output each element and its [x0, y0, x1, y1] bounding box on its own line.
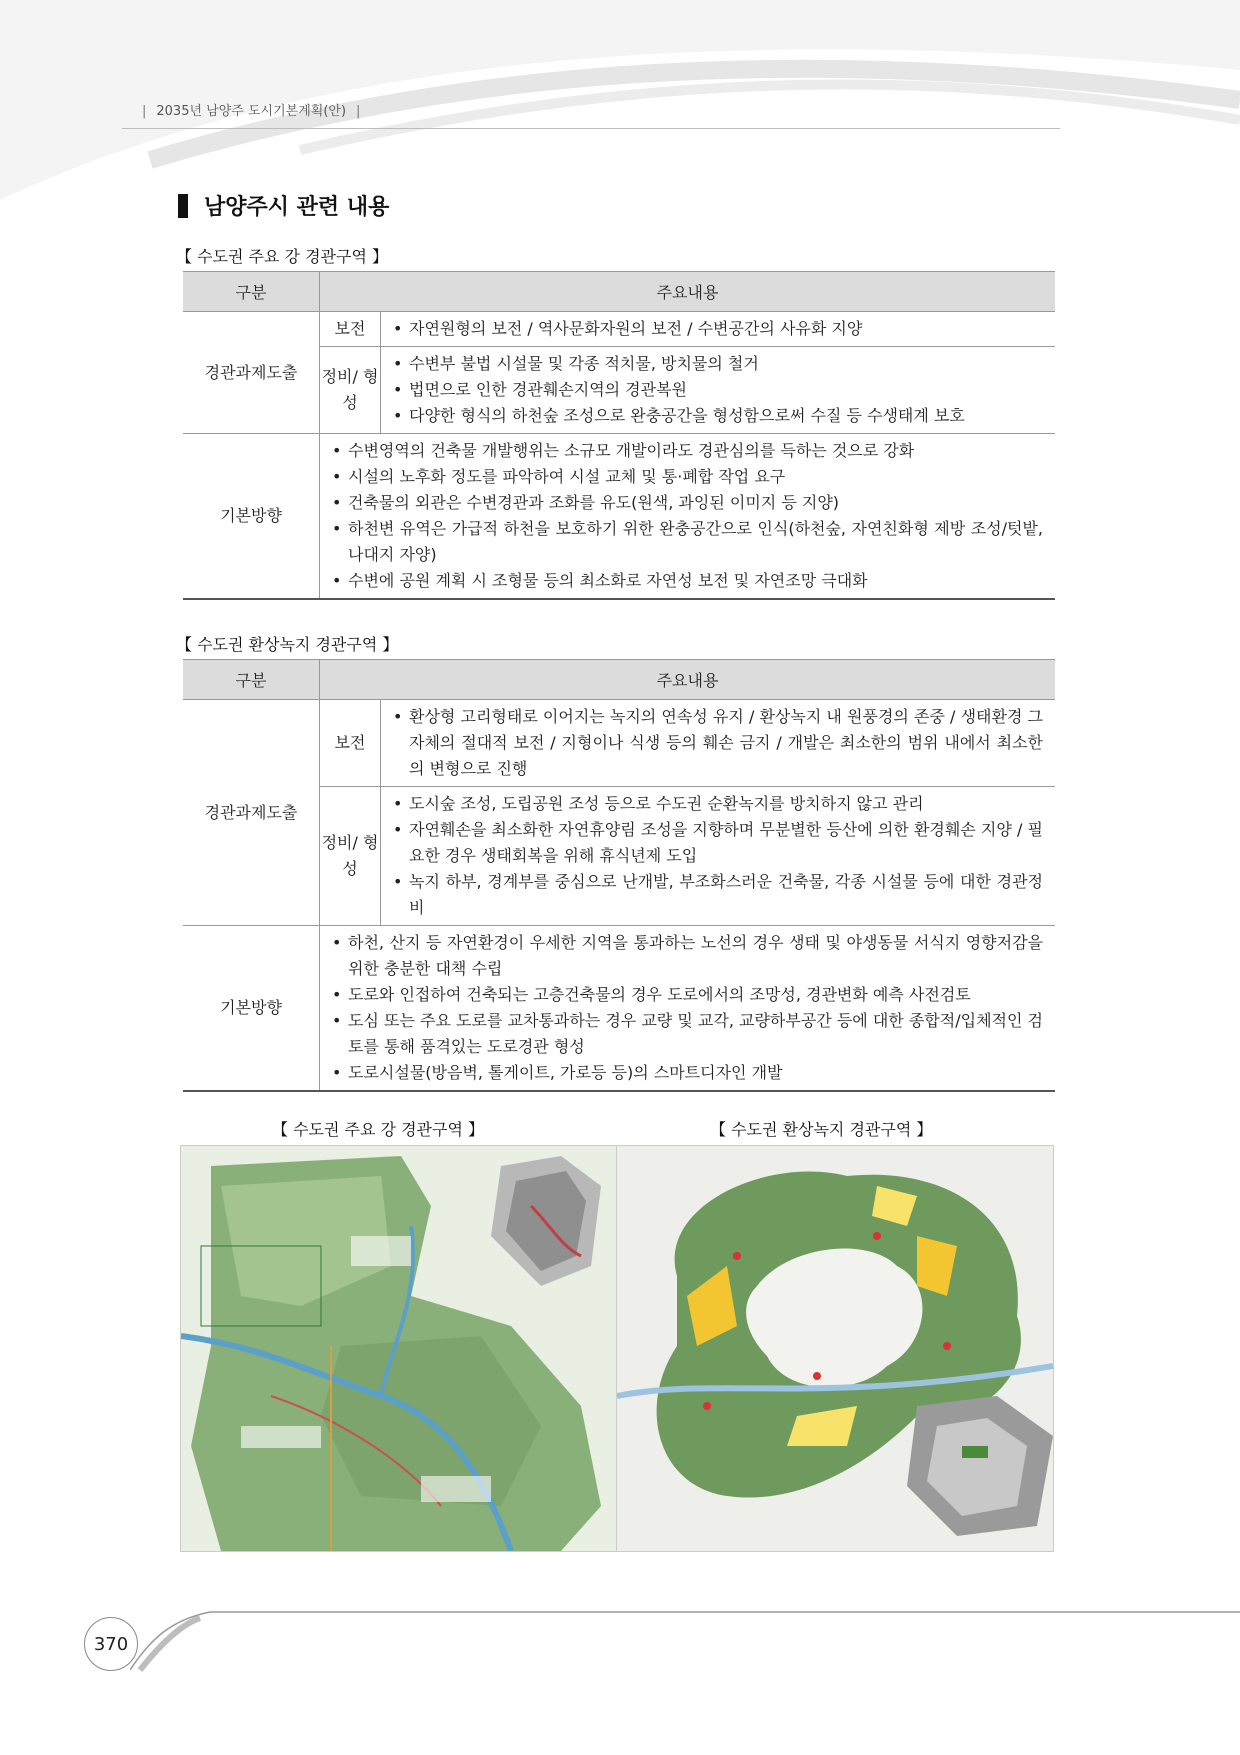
col-content: 주요내용: [320, 272, 1056, 312]
col-gubun: 구분: [183, 660, 320, 700]
list-item: • 법면으로 인한 경관훼손지역의 경관복원: [391, 377, 1043, 403]
list-item: • 자연훼손을 최소화한 자연휴양림 조성을 지향하며 무분별한 등산에 의한 환경훼손 지양 / 필요한 경우 생태회복을 위해 휴식년제 도입: [391, 817, 1043, 869]
left-map-caption: 【 수도권 주요 강 경관구역 】: [272, 1120, 484, 1139]
list-item: • 도시숲 조성, 도립공원 조성 등으로 수도권 순환녹지를 방치하지 않고 관리: [391, 791, 1043, 817]
bullet-list: [391, 704, 1043, 782]
list-item: • 수변영역의 건축물 개발행위는 소규모 개발이라도 경관심의를 득하는 것으로 강화: [330, 438, 1043, 464]
right-map-image: [616, 1145, 1054, 1552]
left-map-image: [180, 1145, 618, 1552]
footer-swoosh-decoration: [130, 1600, 1240, 1680]
section-heading: [178, 190, 389, 221]
running-header: | 2035년 남양주 도시기본계획(안) |: [142, 104, 361, 119]
bullet-list: [330, 438, 1043, 594]
list-item: • 녹지 하부, 경계부를 중심으로 난개발, 부조화스러운 건축물, 각종 시설물 등에 대한 경관정비: [391, 869, 1043, 921]
row-label: 정비/ 형성: [320, 347, 381, 434]
list-item: • 하천변 유역은 가급적 하천을 보호하기 위한 완충공간으로 인식(하천숲, 자연친화형 제방 조성/텃밭, 나대지 자양): [330, 516, 1043, 568]
list-item: • 도심 또는 주요 도로를 교차통과하는 경우 교량 및 교각, 교량하부공간 등에 대한 종합적/입체적인 검토를 통해 품격있는 도로경관 형성: [330, 1008, 1043, 1060]
header-rule: [122, 128, 1060, 129]
table-header-row: [183, 660, 1055, 700]
row-label: 보전: [320, 312, 381, 347]
group-label: 기본방향: [183, 434, 320, 600]
col-gubun: 구분: [183, 272, 320, 312]
table-row: [183, 700, 1055, 787]
greenbelt-landscape-map-graphic: [617, 1146, 1053, 1551]
table-row: [183, 312, 1055, 347]
table-row: [183, 434, 1055, 600]
list-item: • 도로시설물(방음벽, 톨게이트, 가로등 등)의 스마트디자인 개발: [330, 1060, 1043, 1086]
list-item: • 건축물의 외관은 수변경관과 조화를 유도(원색, 과잉된 이미지 등 지양): [330, 490, 1043, 516]
bullet-list: [391, 351, 1043, 429]
running-header-title: 2035년 남양주 도시기본계획(안): [156, 104, 347, 119]
list-item: • 다양한 형식의 하천숲 조성으로 완충공간을 형성함으로써 수질 등 수생태계 보호: [391, 403, 1043, 429]
list-item: • 하천, 산지 등 자연환경이 우세한 지역을 통과하는 노선의 경우 생태 및 야생동물 서식지 영향저감을 위한 충분한 대책 수립: [330, 930, 1043, 982]
section-title: 남양주시 관련 내용: [204, 195, 390, 220]
table-header-row: [183, 272, 1055, 312]
table2: [183, 659, 1055, 1092]
group-label: 기본방향: [183, 926, 320, 1092]
list-item: • 환상형 고리형태로 이어지는 녹지의 연속성 유지 / 환상녹지 내 원풍경의 존중 / 생태환경 그 자체의 절대적 보전 / 지형이나 식생 등의 훼손 금지 / 개발은 최소한의 범위 내에서 최소한의 변형으로 진행: [391, 704, 1043, 782]
group-label: 경관과제도출: [183, 700, 320, 926]
list-item: • 도로와 인접하여 건축되는 고층건축물의 경우 도로에서의 조망성, 경관변화 예측 사전검토: [330, 982, 1043, 1008]
list-item: • 자연원형의 보전 / 역사문화자원의 보전 / 수변공간의 사유화 지양: [391, 316, 1043, 342]
list-item: • 수변에 공원 계획 시 조형물 등의 최소화로 자연성 보전 및 자연조망 극대화: [330, 568, 1043, 594]
row-label: 보전: [320, 700, 381, 787]
bullet-list: [330, 930, 1043, 1086]
group-label: 경관과제도출: [183, 312, 320, 434]
river-landscape-map-graphic: [181, 1146, 617, 1551]
row-label: 정비/ 형성: [320, 787, 381, 926]
bullet-list: [391, 316, 1043, 342]
bullet-list: [391, 791, 1043, 921]
list-item: • 시설의 노후화 정도를 파악하여 시설 교체 및 통·폐합 작업 요구: [330, 464, 1043, 490]
table1-caption: 【 수도권 주요 강 경관구역 】: [176, 247, 388, 266]
list-item: • 수변부 불법 시설물 및 각종 적치물, 방치물의 철거: [391, 351, 1043, 377]
col-content: 주요내용: [320, 660, 1056, 700]
table-row: [183, 926, 1055, 1092]
heading-bar-icon: [178, 194, 188, 218]
table1: [183, 271, 1055, 600]
right-map-caption: 【 수도권 환상녹지 경관구역 】: [710, 1120, 933, 1139]
page-number: 370: [84, 1617, 138, 1671]
table2-caption: 【 수도권 환상녹지 경관구역 】: [176, 635, 399, 654]
